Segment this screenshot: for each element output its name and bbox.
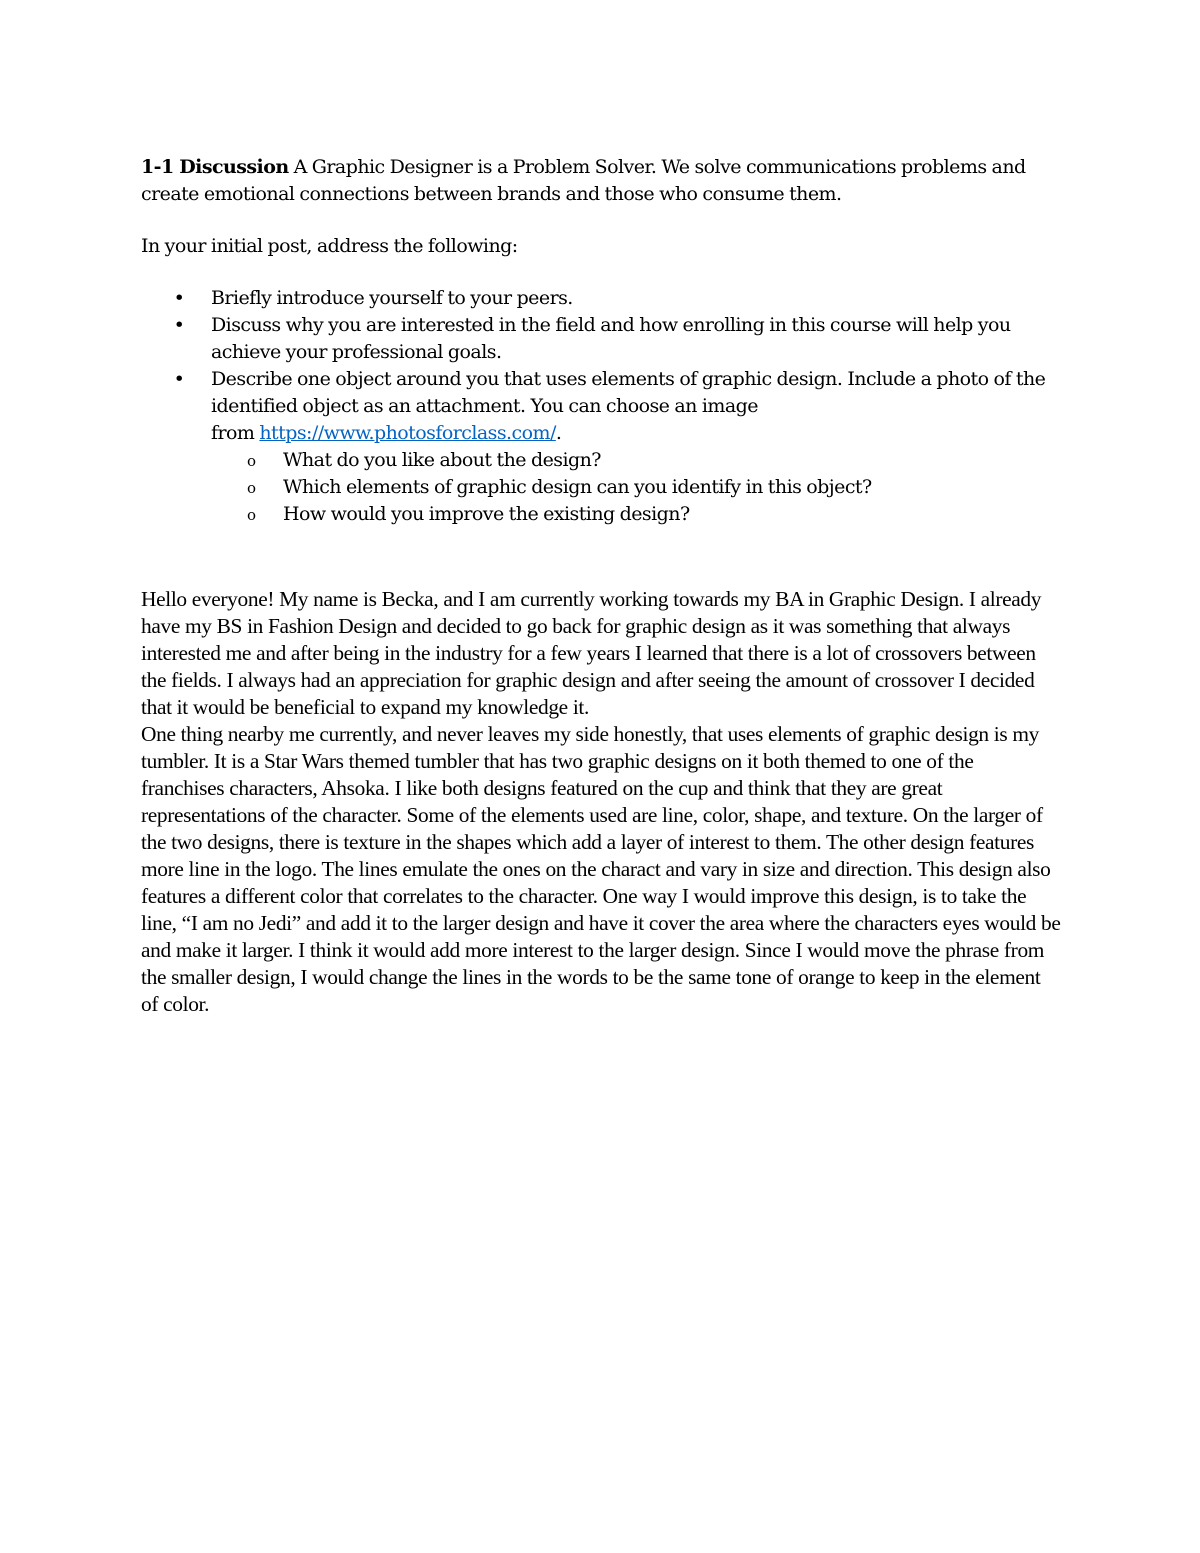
list-item (141, 312, 1071, 366)
circle-bullet-icon: o (247, 452, 256, 470)
list-item (141, 474, 1071, 501)
link-trailing-period: . (555, 422, 562, 444)
response-paragraph-object: One thing nearby me currently, and never leaves my side honestly, that uses elements of graphic design is my tumbler. It is a Star Wars themed tumbler that has two graphic designs on it both themed to one of the franchises characters, Ahsoka. I like both designs featured on the cup and think that they are great representations of the character. Some of the elements used are line, color, shape, and texture. On the larger of the two designs, there is texture in the shapes which add a layer of interest to them. The other design features more line in the logo. The lines emulate the ones on the charact and vary in size and direction. This design also features a different color that correlates to the character. One way I would improve this design, is to take the line, “I am no Jedi” and add it to the larger design and have it cover the area where the characters eyes would be and make it larger. I think it would add more interest to the larger design. Since I would move the phrase from the smaller design, I would change the lines in the words to be the same tone of orange to keep in the element of color. (141, 722, 1061, 1016)
list-item (141, 366, 1071, 528)
prompt-heading-text: A Graphic Designer is a Problem Solver. We solve communications problems and create emotional connections between brands and those who consume them. (141, 156, 1026, 205)
prompt-heading: 1-1 Discussion (141, 156, 289, 178)
prompt-intro (141, 154, 1071, 208)
list-item (141, 501, 1071, 528)
sub-bullet-text: Which elements of graphic design can you identify in this object? (283, 476, 872, 498)
student-response (141, 586, 1061, 1018)
circle-bullet-icon: o (247, 506, 256, 524)
bullet-text: Discuss why you are interested in the field and how enrolling in this course will help you achieve your professional goals. (211, 314, 1011, 363)
prompt-sub-bullet-list (211, 447, 1071, 528)
sub-bullet-text: What do you like about the design? (283, 449, 601, 471)
discussion-prompt (141, 154, 1071, 528)
prompt-bullet-list (141, 285, 1071, 528)
bullet-text: Describe one object around you that uses elements of graphic design. Include a photo of the identified object as an attachment. You can choose an image (211, 368, 1046, 417)
list-item (141, 285, 1071, 312)
photosforclass-link[interactable]: https://www.photosforclass.com/ (259, 422, 556, 444)
bullet-icon: • (173, 314, 185, 336)
list-item (141, 447, 1071, 474)
bullet-icon: • (173, 287, 185, 309)
bullet-from-text: from (211, 422, 260, 444)
circle-bullet-icon: o (247, 479, 256, 497)
bullet-text: Briefly introduce yourself to your peers. (211, 287, 573, 309)
prompt-instruction: In your initial post, address the following: (141, 235, 518, 257)
sub-bullet-text: How would you improve the existing design? (283, 503, 690, 525)
bullet-icon: • (173, 368, 185, 390)
response-paragraph-intro: Hello everyone! My name is Becka, and I am currently working towards my BA in Graphic Design. I already have my BS in Fashion Design and decided to go back for graphic design as it was something that always interested me and after being in the industry for a few years I learned that there is a lot of crossovers between the fields. I always had an appreciation for graphic design and after seeing the amount of crossover I decided that it would be beneficial to expand my knowledge it. (141, 587, 1042, 719)
